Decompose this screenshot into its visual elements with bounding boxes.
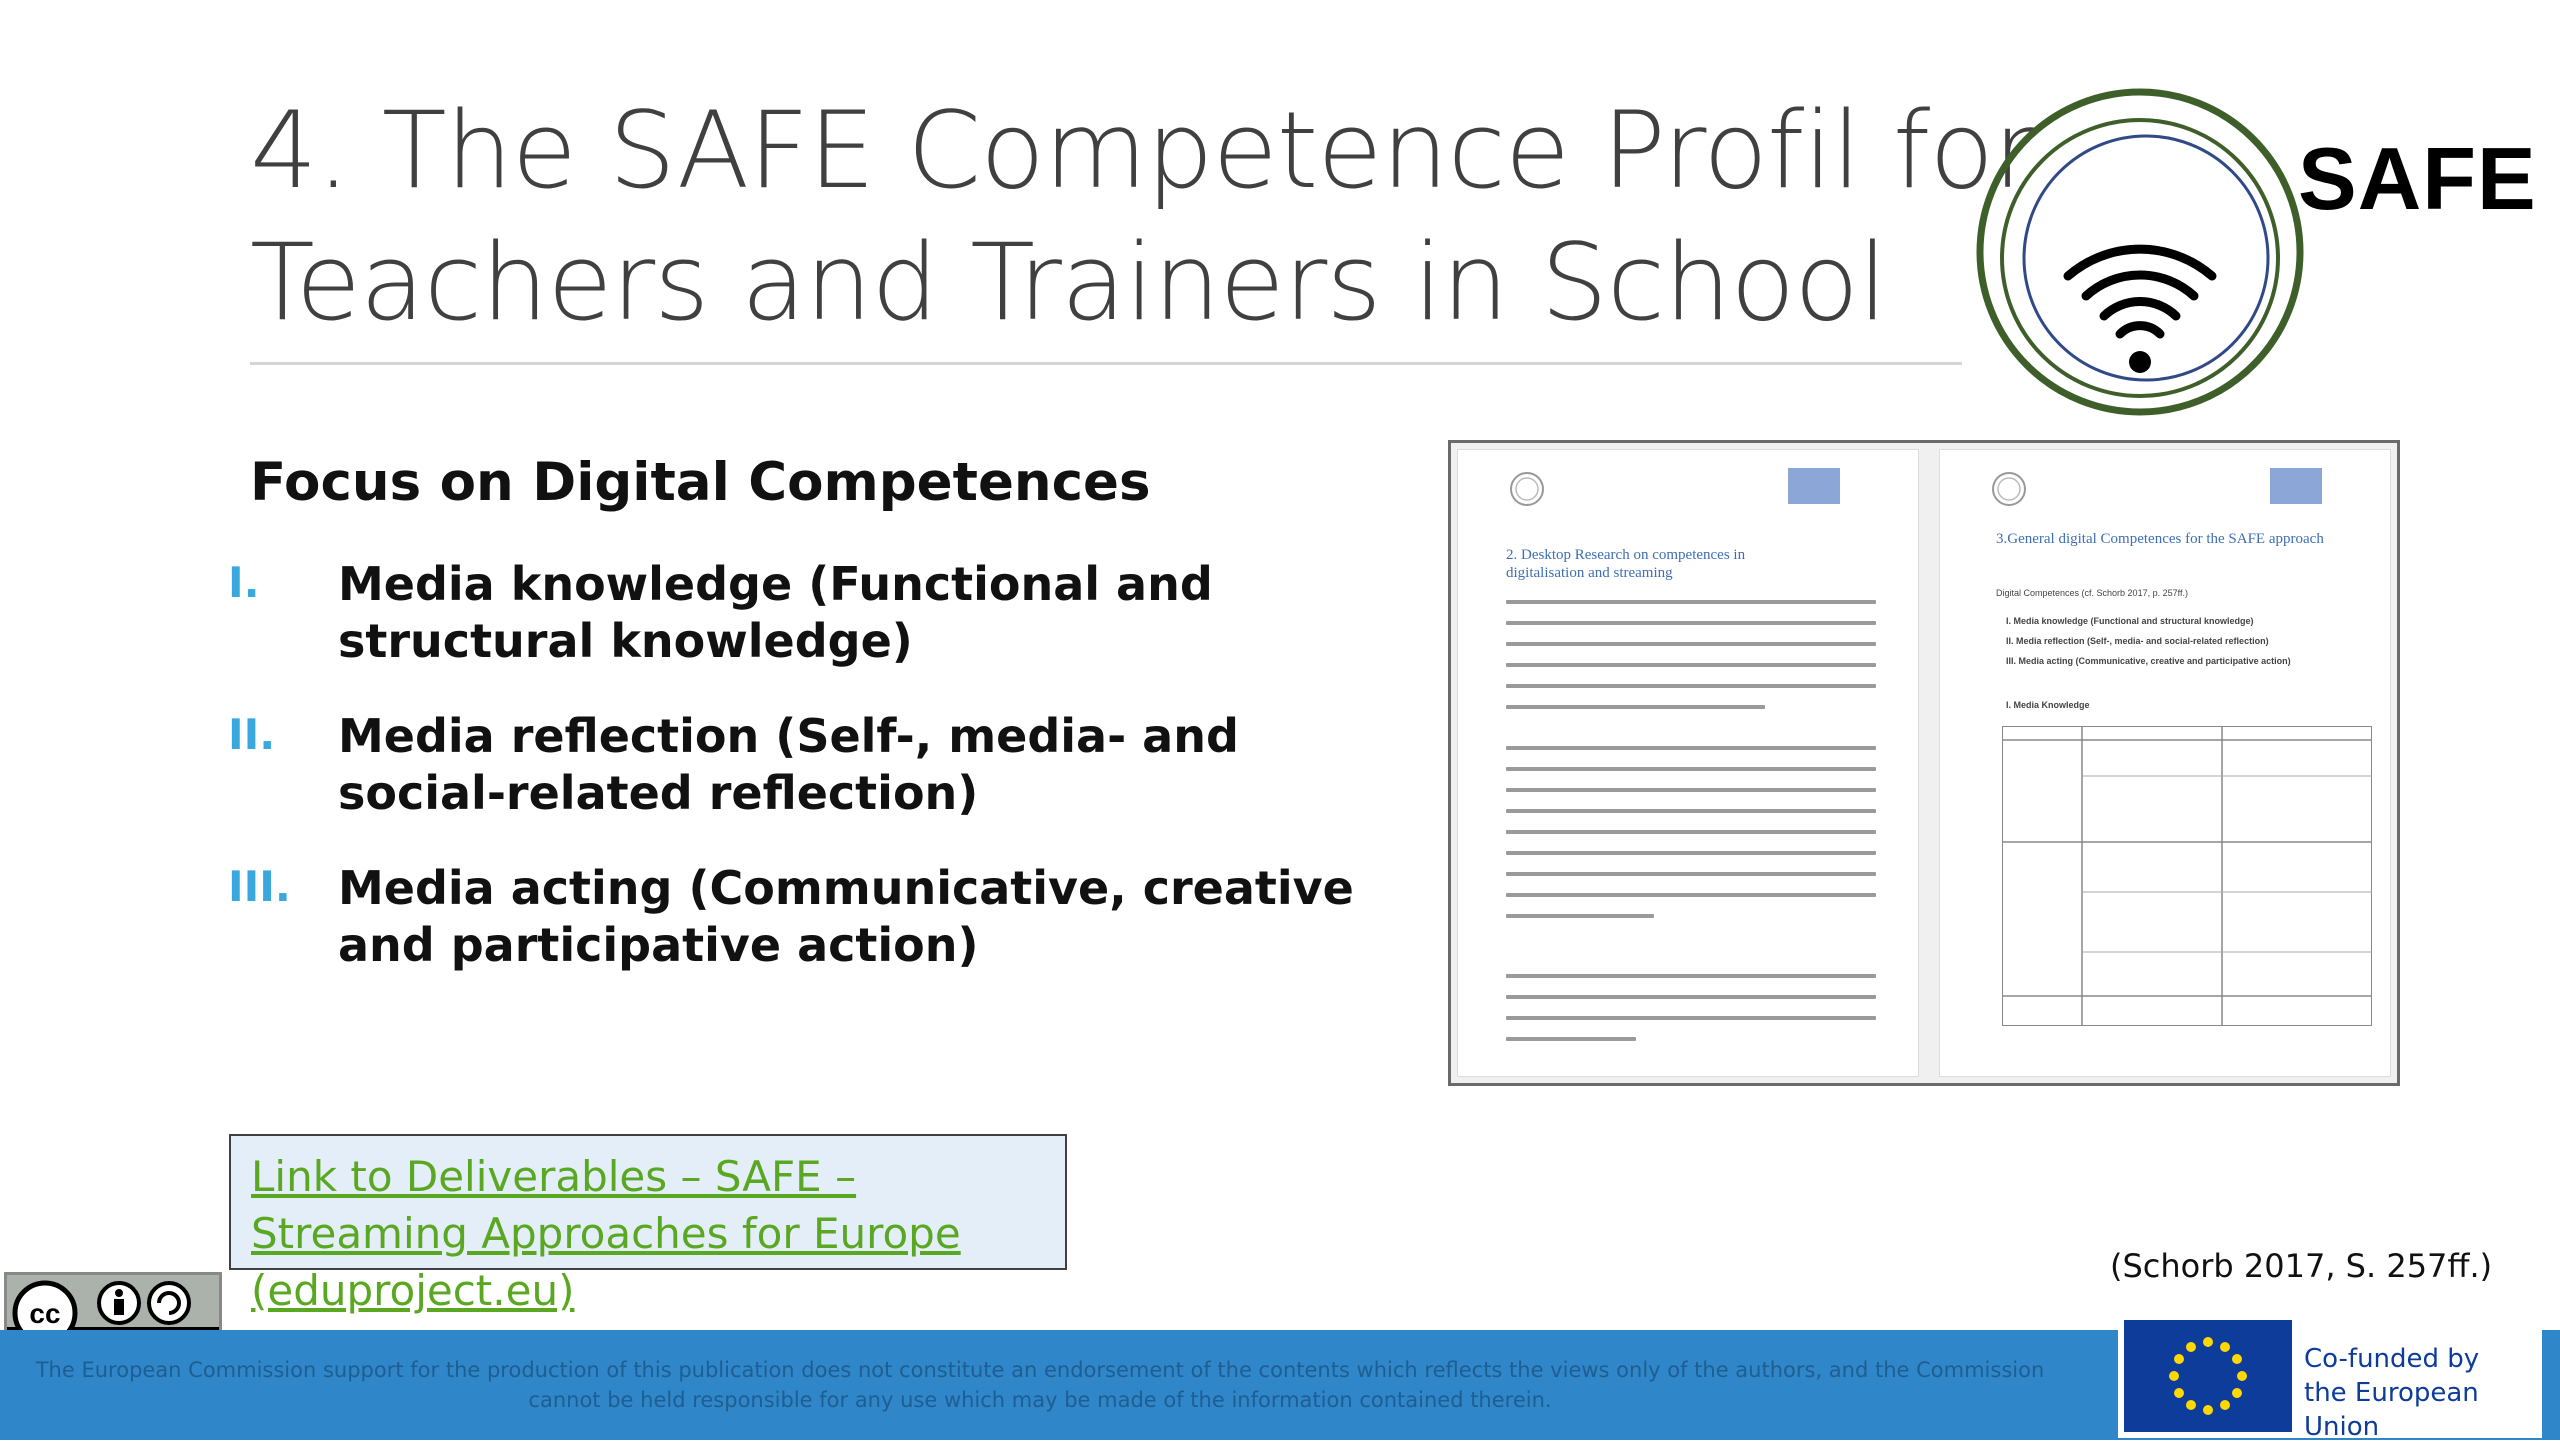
title-divider (250, 362, 1962, 365)
eu-cofunded-text (2304, 1342, 2542, 1444)
list-text: Media knowledge (Functional and structural knowledge) (338, 557, 1213, 668)
mini-eu-flag-icon (2270, 468, 2322, 504)
slide-title (250, 85, 2036, 349)
deliverables-link-box (229, 1134, 1067, 1315)
document-bullet: III. Media acting (Communicative, creative and participative action) (2006, 656, 2291, 666)
slide-title-line-2: Teachers and Trainers in School (250, 221, 1887, 344)
list-number: III. (228, 862, 291, 911)
document-heading-right: 3.General digital Competences for the SAFE approach (1996, 531, 2324, 547)
document-heading-left: 2. Desktop Research on competences in digitalisation and streaming (1506, 547, 1746, 581)
document-table (2002, 726, 2372, 1026)
list-number: II. (228, 710, 276, 759)
section-subtitle: Focus on Digital Competences (250, 452, 1151, 513)
document-subheading: I. Media Knowledge (2006, 700, 2090, 710)
document-text-block (1506, 600, 1876, 726)
list-number: I. (228, 558, 260, 607)
mini-safe-logo-icon (1990, 470, 2028, 508)
mini-safe-logo-icon (1508, 470, 1546, 508)
wifi-icon (2068, 249, 2212, 334)
mini-eu-flag-icon (1788, 468, 1840, 504)
list-text: Media reflection (Self-, media- and social-related reflection) (338, 709, 1239, 820)
svg-text:cc: cc (29, 1298, 61, 1329)
footer-disclaimer: The European Commission support for the production of this publication does not constitute an endorsement of the contents which reflects the views only of the authors, and the Commission cannot be held responsible for any use which may be made of the information contained therein. (35, 1358, 2045, 1412)
safe-logo (1950, 60, 2510, 450)
document-bullet: I. Media knowledge (Functional and structural knowledge) (2006, 616, 2254, 626)
document-intro: Digital Competences (cf. Schorb 2017, p. 257ff.) (1996, 588, 2188, 598)
citation: (Schorb 2017, S. 257ff.) (2110, 1247, 2493, 1285)
document-preview (1448, 440, 2400, 1086)
eu-cofunded-badge (2118, 1310, 2542, 1442)
document-page-left (1457, 449, 1919, 1077)
slide-title-line-1: 4. The SAFE Competence Profil for (250, 89, 2036, 212)
document-text-block (1506, 746, 1876, 935)
safe-logo-text: SAFE (2298, 129, 2537, 228)
eu-text-line-2: the European Union (2304, 1378, 2479, 1442)
document-text-block (1506, 974, 1876, 1058)
document-bullet: II. Media reflection (Self-, media- and social-related reflection) (2006, 636, 2269, 646)
document-page-right (1939, 449, 2391, 1077)
eu-flag-icon (2124, 1320, 2292, 1432)
deliverables-link[interactable]: Link to Deliverables – SAFE – Streaming Approaches for Europe (eduproject.eu) (251, 1152, 961, 1315)
list-text: Media acting (Communicative, creative and participative action) (338, 861, 1354, 972)
eu-text-line-1: Co-funded by (2304, 1344, 2480, 1374)
